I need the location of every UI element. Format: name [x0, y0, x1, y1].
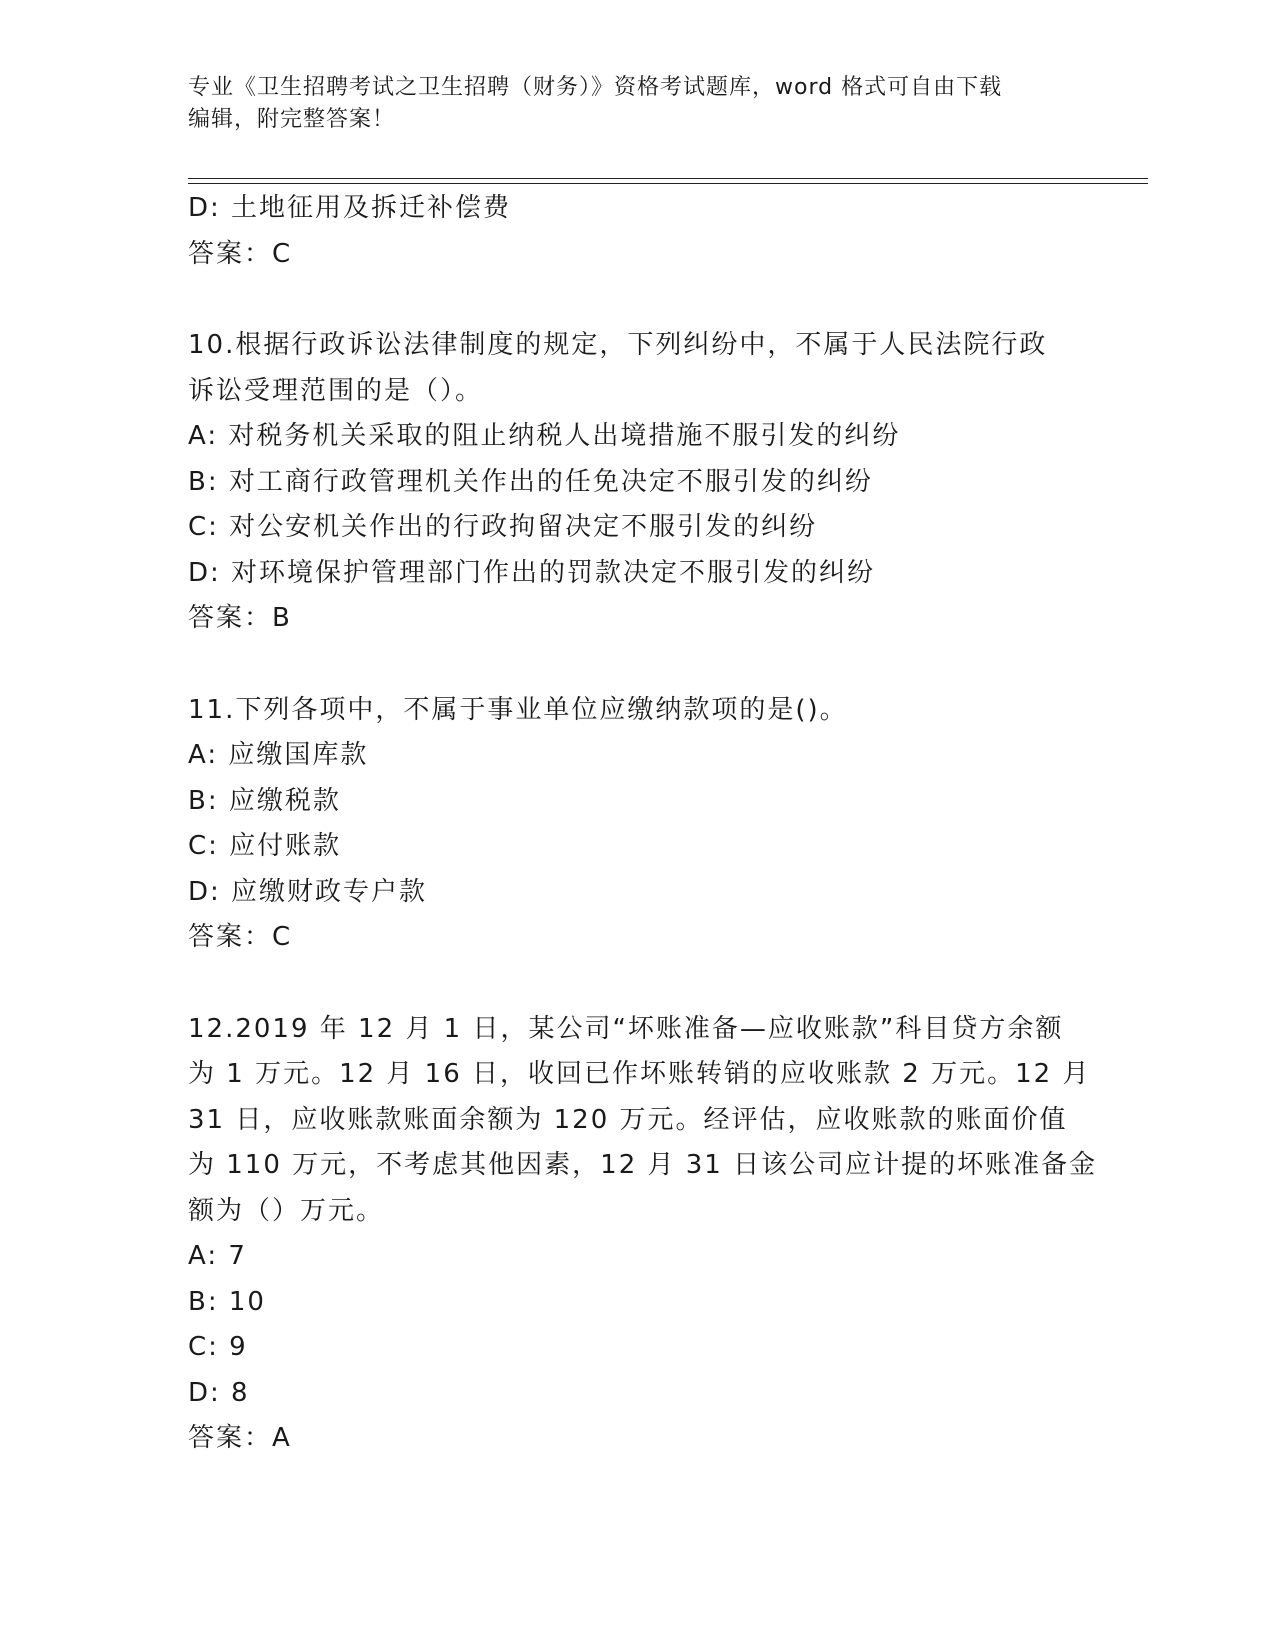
question-11-option-d: D: 应缴财政专户款 [188, 876, 428, 907]
question-11-stem-line-1: 11.下列各项中，不属于事业单位应缴纳款项的是()。 [188, 694, 848, 725]
question-11-answer: 答案：C [188, 922, 293, 952]
question-10-answer: 答案：B [188, 603, 292, 633]
header-line-1: 专业《卫生招聘考试之卫生招聘（财务）》资格考试题库，word 格式可自由下载 [188, 75, 1003, 100]
header-divider-top [188, 178, 1148, 179]
question-11 [188, 688, 1088, 961]
question-12 [188, 1007, 1098, 1462]
question-10-stem-line-2: 诉讼受理范围的是（）。 [188, 375, 484, 406]
question-10-stem-line-1: 10.根据行政诉讼法律制度的规定，下列纠纷中，不属于人民法院行政 [188, 330, 1048, 360]
page-header [188, 72, 1088, 136]
question-11-option-c: C: 应付账款 [188, 831, 342, 861]
spacer [188, 277, 1088, 323]
question-11-option-b: B: 应缴税款 [188, 785, 341, 816]
question-12-answer: 答案：A [188, 1423, 292, 1453]
question-11-option-a: A: 应缴国库款 [188, 740, 369, 770]
question-12-option-c: C: 9 [188, 1332, 248, 1362]
question-10-option-d: D: 对环境保护管理部门作出的罚款决定不服引发的纠纷 [188, 557, 876, 588]
question-12-stem-line-5: 额为（）万元。 [188, 1195, 385, 1226]
header-line-2: 编辑，附完整答案！ [188, 107, 396, 132]
header-divider-bottom [188, 183, 1148, 184]
spacer [188, 642, 1088, 688]
question-10-option-a: A: 对税务机关采取的阻止纳税人出境措施不服引发的纠纷 [188, 421, 901, 451]
question-12-option-b: B: 10 [188, 1286, 266, 1317]
question-12-stem-line-2: 为 1 万元。12 月 16 日，收回已作坏账转销的应收账款 2 万元。12 月 [188, 1059, 1091, 1089]
question-12-stem-line-4: 为 110 万元，不考虑其他因素，12 月 31 日该公司应计提的坏账准备金 [188, 1150, 1098, 1180]
prev-question-answer: 答案：C [188, 238, 293, 269]
spacer [188, 961, 1088, 1007]
question-content [188, 186, 1098, 1462]
question-12-option-d: D: 8 [188, 1377, 250, 1408]
prev-question-option-d: D: 土地征用及拆迁补偿费 [188, 193, 512, 223]
question-12-stem-line-3: 31 日，应收账款账面余额为 120 万元。经评估，应收账款的账面价值 [188, 1104, 1068, 1135]
question-10 [188, 323, 1088, 642]
question-10-option-c: C: 对公安机关作出的行政拘留决定不服引发的纠纷 [188, 512, 818, 542]
question-12-option-a: A: 7 [188, 1241, 247, 1271]
question-12-stem-line-1: 12.2019 年 12 月 1 日，某公司“坏账准备—应收账款”科目贷方余额 [188, 1013, 1064, 1044]
question-10-option-b: B: 对工商行政管理机关作出的任免决定不服引发的纠纷 [188, 466, 873, 497]
